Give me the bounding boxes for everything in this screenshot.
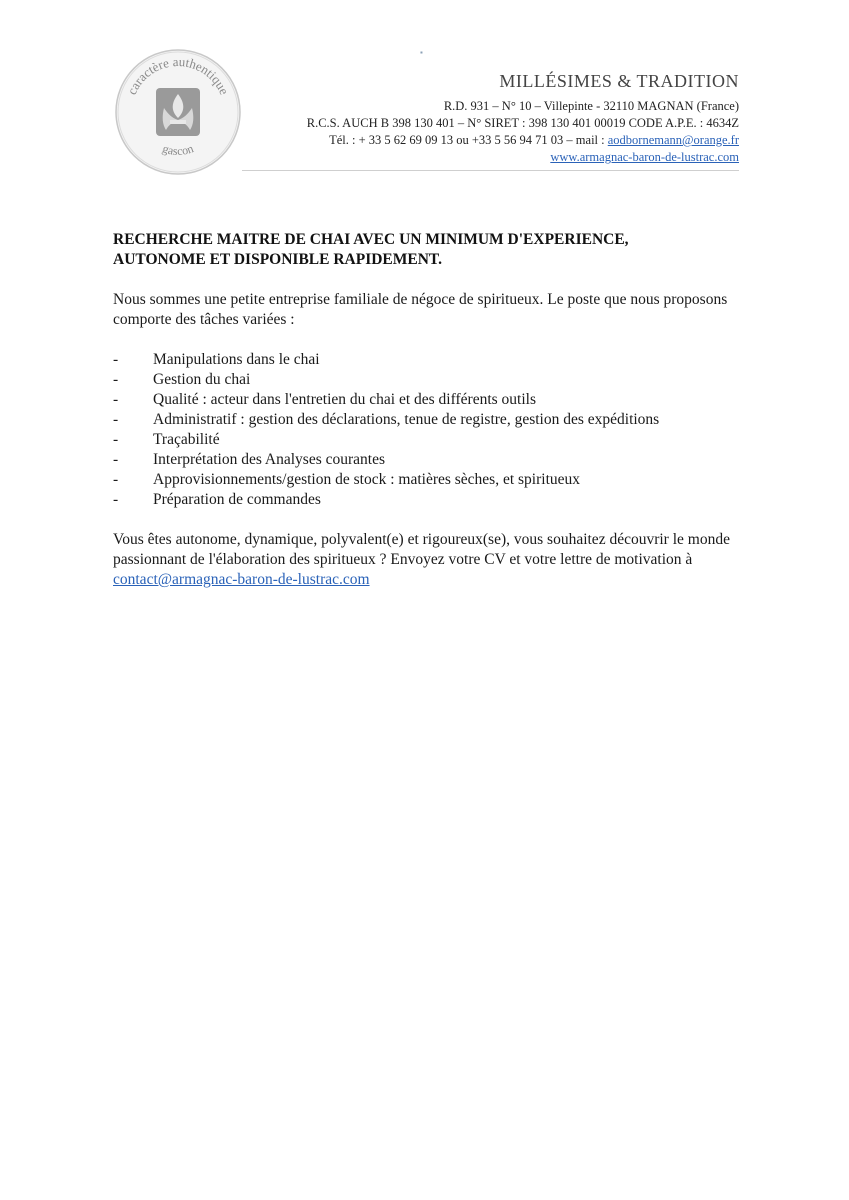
list-item	[113, 390, 733, 410]
contact-email-link[interactable]: contact@armagnac-baron-de-lustrac.com	[113, 571, 370, 588]
list-item	[113, 490, 733, 510]
decorative-dot-icon: ▪	[420, 48, 423, 57]
list-item	[113, 470, 733, 490]
list-item	[113, 350, 733, 370]
logo-bottom-text: gascon	[160, 141, 196, 159]
intro-paragraph: Nous sommes une petite entreprise familiale de négoce de spiritueux. Le poste que nous proposons comporte des tâches variées :	[113, 291, 728, 328]
company-address: R.D. 931 – N° 10 – Villepinte - 32110 MAGNAN (France)	[443, 99, 739, 113]
list-item	[113, 430, 733, 450]
list-item	[113, 370, 733, 390]
task-text: Gestion du chai	[153, 371, 251, 388]
list-dash: -	[113, 391, 119, 408]
task-list	[113, 350, 733, 510]
task-text: Qualité : acteur dans l'entretien du chai et des différents outils	[153, 391, 536, 408]
letterhead	[179, 70, 739, 166]
task-text: Préparation de commandes	[153, 491, 321, 508]
job-posting	[113, 230, 733, 606]
posting-heading	[113, 230, 733, 270]
phone-text: Tél. : + 33 5 62 69 09 13 ou +33 5 56 94 71 03 – mail :	[329, 133, 608, 147]
email-link[interactable]: aodbornemann@orange.fr	[607, 133, 739, 147]
list-dash: -	[113, 471, 119, 488]
heading-line-2: AUTONOME ET DISPONIBLE RAPIDEMENT.	[113, 251, 442, 268]
list-item	[113, 410, 733, 430]
list-dash: -	[113, 411, 119, 428]
company-registration: R.C.S. AUCH B 398 130 401 – N° SIRET : 398 130 401 00019 CODE A.P.E. : 4634Z	[306, 116, 739, 130]
logo-top-text: caractère authentique	[123, 53, 233, 97]
task-text: Traçabilité	[153, 431, 220, 448]
list-dash: -	[113, 351, 119, 368]
company-contact-line	[179, 132, 739, 149]
list-dash: -	[113, 431, 119, 448]
list-dash: -	[113, 491, 119, 508]
task-text: Manipulations dans le chai	[153, 351, 320, 368]
header-divider	[242, 170, 739, 171]
closing-paragraph	[113, 530, 733, 590]
closing-text: Vous êtes autonome, dynamique, polyvalent(e) et rigoureux(se), vous souhaitez découvrir le monde passionnant de l'élaboration des spiritueux ? Envoyez votre CV et votre lettre de motivation à	[113, 531, 730, 568]
list-dash: -	[113, 371, 119, 388]
task-text: Administratif : gestion des déclarations, tenue de registre, gestion des expéditions	[153, 411, 660, 428]
heading-line-1: RECHERCHE MAITRE DE CHAI AVEC UN MINIMUM D'EXPERIENCE,	[113, 231, 629, 248]
list-dash: -	[113, 451, 119, 468]
website-line	[179, 149, 739, 166]
task-text: Interprétation des Analyses courantes	[153, 451, 385, 468]
task-text: Approvisionnements/gestion de stock : matières sèches, et spiritueux	[153, 471, 581, 488]
list-item	[113, 450, 733, 470]
website-link[interactable]: www.armagnac-baron-de-lustrac.com	[550, 150, 739, 164]
company-name: MILLÉSIMES & TRADITION	[499, 71, 739, 91]
